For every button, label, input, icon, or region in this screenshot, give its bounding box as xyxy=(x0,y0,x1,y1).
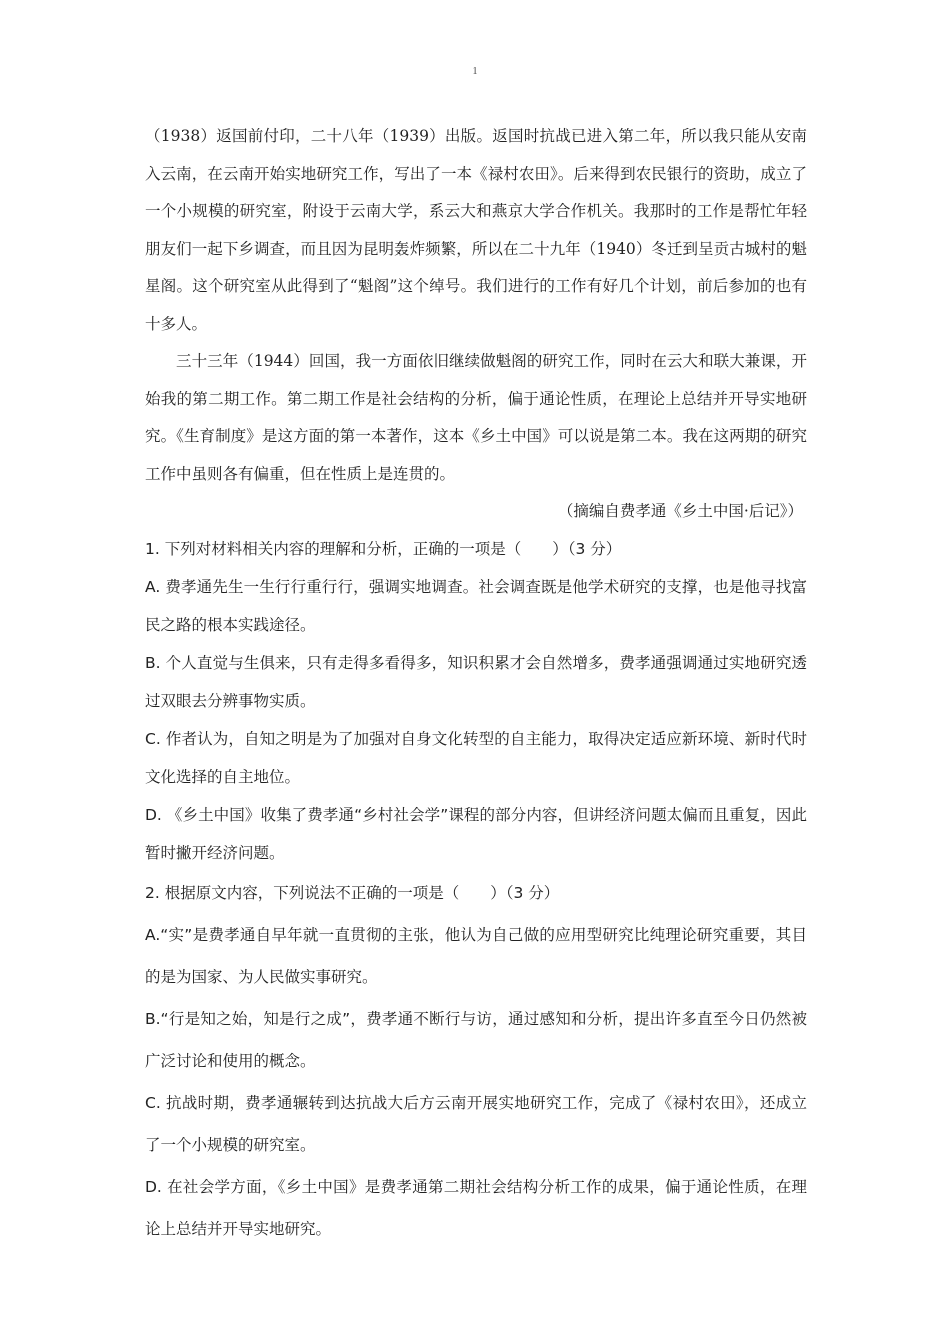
question-2-stem: 2. 根据原文内容，下列说法不正确的一项是（ ）（3 分） xyxy=(145,884,560,902)
question-1-option-a: A. 费孝通先生一生行行重行行，强调实地调查。社会调查既是他学术研究的支撑，也是他寻找富民之路的根本实践途径。 xyxy=(145,578,807,634)
question-1-option-c: C. 作者认为，自知之明是为了加强对自身文化转型的自主能力，取得决定适应新环境、新时代时文化选择的自主地位。 xyxy=(145,730,807,786)
question-1-option-d: D. 《乡土中国》收集了费孝通“乡村社会学”课程的部分内容，但讲经济问题太偏而且重复，因此暂时撇开经济问题。 xyxy=(145,806,807,862)
page-content xyxy=(145,118,807,1250)
question-2 xyxy=(145,872,807,1250)
passage-source: （摘编自费孝通《乡土中国·后记》） xyxy=(557,502,803,520)
question-1-option-b: B. 个人直觉与生俱来，只有走得多看得多，知识积累才会自然增多，费孝通强调通过实地研究透过双眼去分辨事物实质。 xyxy=(145,654,807,710)
question-1 xyxy=(145,530,807,872)
page-number: 1 xyxy=(472,66,478,77)
question-1-stem: 1. 下列对材料相关内容的理解和分析，正确的一项是（ ）（3 分） xyxy=(145,540,622,558)
question-2-option-b: B.“行是知之始，知是行之成”，费孝通不断行与访，通过感知和分析，提出许多直至今日仍然被广泛讨论和使用的概念。 xyxy=(145,1010,807,1070)
question-2-option-c: C. 抗战时期，费孝通辗转到达抗战大后方云南开展实地研究工作，完成了《禄村农田》，还成立了一个小规模的研究室。 xyxy=(145,1094,807,1154)
question-2-option-d: D. 在社会学方面，《乡土中国》是费孝通第二期社会结构分析工作的成果，偏于通论性质，在理论上总结并开导实地研究。 xyxy=(145,1178,807,1238)
passage-paragraph-1: （1938）返国前付印，二十八年（1939）出版。返国时抗战已进入第二年，所以我只能从安南入云南，在云南开始实地研究工作，写出了一本《禄村农田》。后来得到农民银行的资助，成立了一个小规模的研究室，附设于云南大学，系云大和燕京大学合作机关。我那时的工作是帮忙年轻朋友们一起下乡调查，而且因为昆明轰炸频繁，所以在二十九年（1940）冬迁到呈贡古城村的魁星阁。这个研究室从此得到了“魁阁”这个绰号。我们进行的工作有好几个计划，前后参加的也有十多人。 xyxy=(145,127,807,333)
question-2-option-a: A.“实”是费孝通自早年就一直贯彻的主张，他认为自己做的应用型研究比纯理论研究重要，其目的是为国家、为人民做实事研究。 xyxy=(145,926,807,986)
passage-paragraph-2: 三十三年（1944）回国，我一方面依旧继续做魁阁的研究工作，同时在云大和联大兼课，开始我的第二期工作。第二期工作是社会结构的分析，偏于通论性质，在理论上总结并开导实地研究。《生育制度》是这方面的第一本著作，这本《乡土中国》可以说是第二本。我在这两期的研究工作中虽则各有偏重，但在性质上是连贯的。 xyxy=(145,352,807,483)
